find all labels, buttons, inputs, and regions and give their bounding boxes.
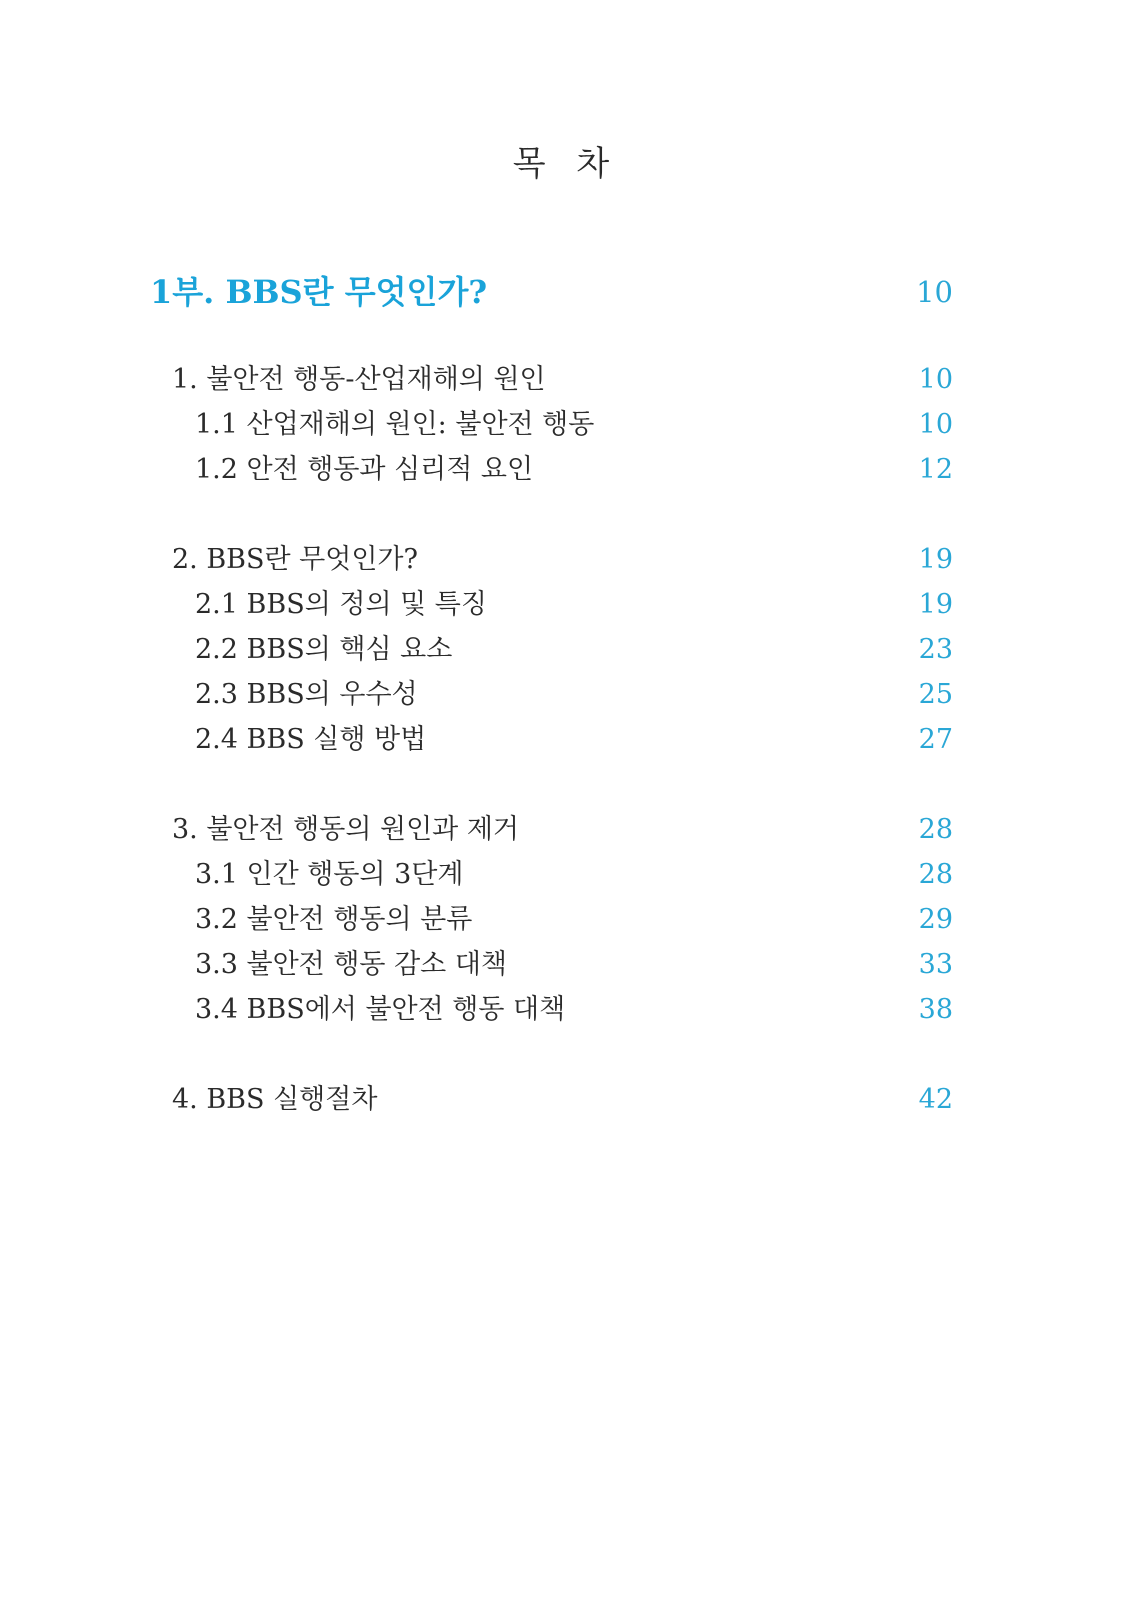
toc-page-number: 10 (916, 275, 953, 309)
toc-section-2-2[interactable] (195, 630, 953, 670)
toc-section-label: 2.2 BBS의 핵심 요소 (195, 634, 453, 665)
toc-chapter-2[interactable] (172, 540, 953, 580)
toc-page-number: 29 (918, 904, 953, 935)
toc-section-label: 3.1 인간 행동의 3단계 (195, 859, 464, 890)
toc-chapter-label: 1. 불안전 행동-산업재해의 원인 (172, 364, 546, 395)
toc-page-number: 19 (918, 589, 953, 620)
toc-chapter-4[interactable] (172, 1080, 953, 1120)
toc-page-number: 10 (918, 364, 953, 395)
toc-section-label: 2.3 BBS의 우수성 (195, 679, 418, 710)
toc-section-3-2[interactable] (195, 900, 953, 940)
toc-part-1[interactable] (150, 272, 953, 312)
toc-page-number: 19 (918, 544, 953, 575)
toc-page-number: 25 (918, 679, 953, 710)
toc-page-number: 33 (918, 949, 953, 980)
toc-chapter-label: 2. BBS란 무엇인가? (172, 544, 418, 575)
toc-section-3-4[interactable] (195, 990, 953, 1030)
toc-page-number: 12 (918, 454, 953, 485)
toc-section-2-3[interactable] (195, 675, 953, 715)
toc-page-number: 42 (918, 1084, 953, 1115)
toc-page-number: 23 (918, 634, 953, 665)
toc-page-number: 27 (918, 724, 953, 755)
toc-part-label: 1부. BBS란 무엇인가? (150, 273, 488, 311)
toc-section-3-1[interactable] (195, 855, 953, 895)
toc-section-label: 2.4 BBS 실행 방법 (195, 724, 427, 755)
toc-section-label: 3.2 불안전 행동의 분류 (195, 904, 473, 935)
toc-section-label: 2.1 BBS의 정의 및 특징 (195, 589, 487, 620)
toc-section-1-1[interactable] (195, 405, 953, 445)
toc-page-number: 38 (918, 994, 953, 1025)
toc-section-label: 3.3 불안전 행동 감소 대책 (195, 949, 508, 980)
toc-section-1-2[interactable] (195, 450, 953, 490)
toc-chapter-label: 4. BBS 실행절차 (172, 1084, 378, 1115)
toc-section-label: 3.4 BBS에서 불안전 행동 대책 (195, 994, 566, 1025)
toc-section-3-3[interactable] (195, 945, 953, 985)
toc-page-number: 28 (918, 814, 953, 845)
toc-page-number: 10 (918, 409, 953, 440)
toc-section-2-4[interactable] (195, 720, 953, 760)
toc-chapter-label: 3. 불안전 행동의 원인과 제거 (172, 814, 519, 845)
toc-section-label: 1.1 산업재해의 원인: 불안전 행동 (195, 409, 595, 440)
page-title: 목 차 (512, 144, 620, 184)
toc-section-label: 1.2 안전 행동과 심리적 요인 (195, 454, 534, 485)
toc-page-number: 28 (918, 859, 953, 890)
toc-section-2-1[interactable] (195, 585, 953, 625)
toc-chapter-1[interactable] (172, 360, 953, 400)
toc-chapter-3[interactable] (172, 810, 953, 850)
